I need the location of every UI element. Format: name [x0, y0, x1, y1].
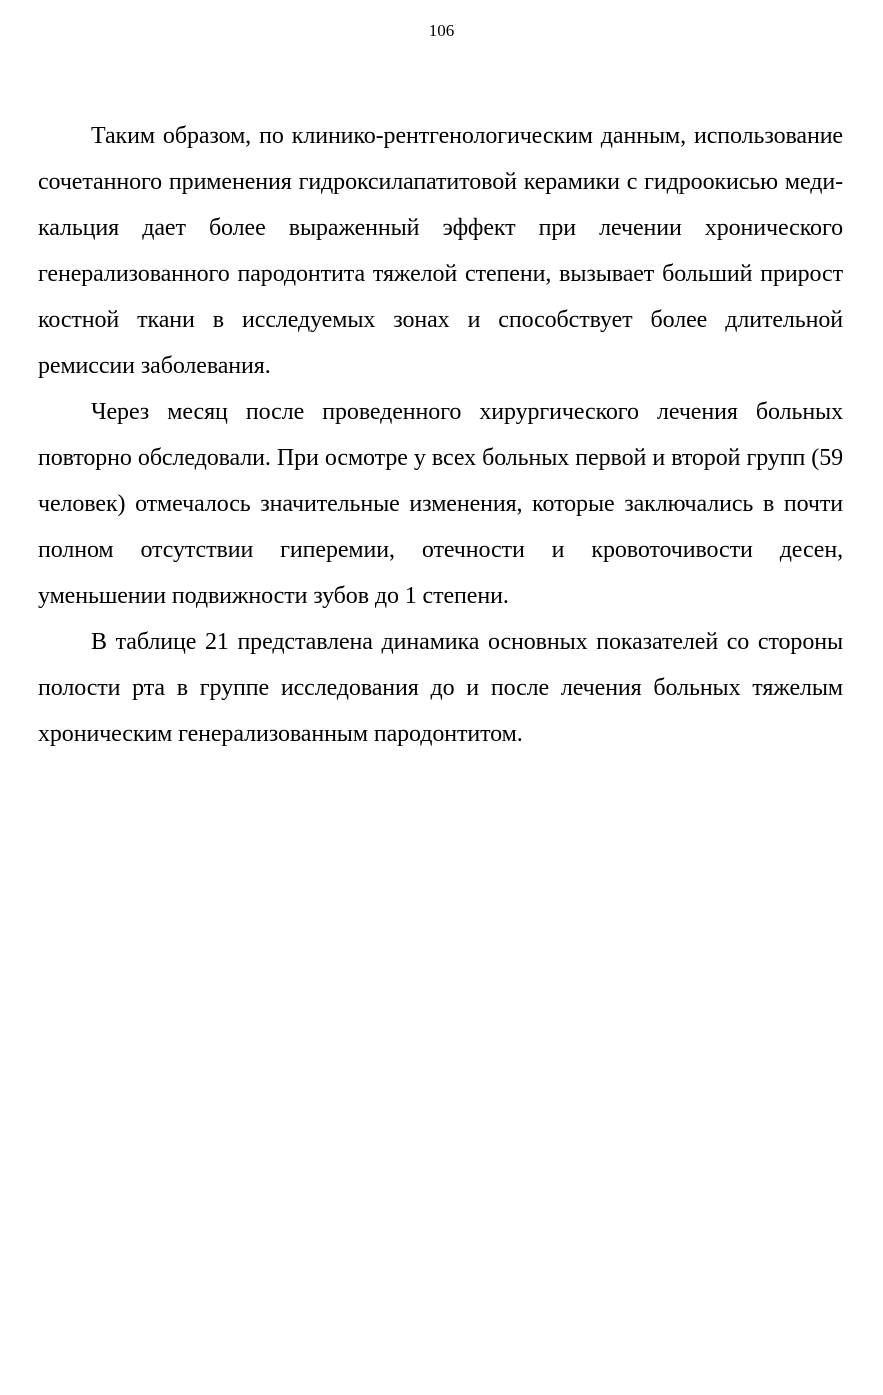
- paragraph-conclusion: Таким образом, по клинико-рентгенологическим данным, использование сочетанного применения гидроксилапатитовой керамики с гидроокисью меди-кальция дает более выраженный эффект при лечении хронического генерализованного пародонтита тяжелой степени, вызывает больший прирост костной ткани в исследуемых зонах и способствует более длительной ремиссии заболевания.: [38, 123, 843, 379]
- page-number: 106: [428, 21, 455, 40]
- document-body: [38, 113, 843, 757]
- paragraph-table-reference: В таблице 21 представлена динамика основных показателей со стороны полости рта в группе исследования до и после лечения больных тяжелым хроническим генерализованным пародонтитом.: [38, 629, 843, 747]
- paragraph-examination: Через месяц после проведенного хирургического лечения больных повторно обследовали. При осмотре у всех больных первой и второй групп (59 человек) отмечалось значительные изменения, которые заключались в почти полном отсутствии гиперемии, отечности и кровоточивости десен, уменьшении подвижности зубов до 1 степени.: [38, 399, 843, 609]
